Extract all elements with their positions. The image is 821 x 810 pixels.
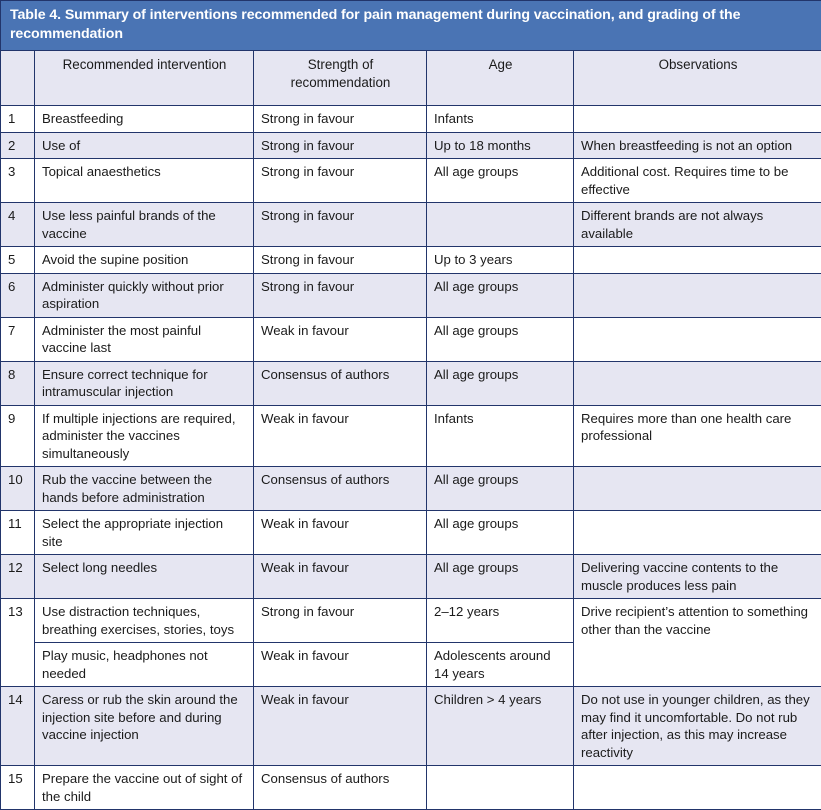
cell-strength: Consensus of authors: [254, 361, 427, 405]
cell-age: Up to 3 years: [427, 247, 574, 274]
row-number: 12: [1, 555, 35, 599]
cell-intervention: Avoid the supine position: [35, 247, 254, 274]
cell-age: All age groups: [427, 273, 574, 317]
cell-intervention: Play music, headphones not needed: [35, 643, 254, 687]
cell-intervention: Select the appropriate injection site: [35, 511, 254, 555]
cell-age: Children > 4 years: [427, 687, 574, 766]
cell-intervention: Use distraction techniques, breathing exercises, stories, toys: [35, 599, 254, 643]
table-row: [1, 687, 821, 766]
row-number: 8: [1, 361, 35, 405]
column-header-intervention: Recommended intervention: [35, 51, 254, 106]
cell-intervention: Topical anaesthetics: [35, 159, 254, 203]
cell-strength: Consensus of authors: [254, 467, 427, 511]
table-row: [1, 203, 821, 247]
cell-strength: Weak in favour: [254, 687, 427, 766]
table-row: [1, 467, 821, 511]
table-row: [1, 766, 821, 810]
table-row: [1, 159, 821, 203]
row-number: 6: [1, 273, 35, 317]
table-row: [1, 405, 821, 467]
cell-age: Infants: [427, 106, 574, 133]
table-header-row: [1, 51, 821, 106]
cell-intervention: Administer the most painful vaccine last: [35, 317, 254, 361]
row-number: 2: [1, 132, 35, 159]
cell-observations: Requires more than one health care professional: [574, 405, 821, 467]
cell-strength: Weak in favour: [254, 317, 427, 361]
cell-age: [427, 203, 574, 247]
cell-strength: Strong in favour: [254, 247, 427, 274]
row-number: 13: [1, 599, 35, 687]
column-header-strength: Strength of recommendation: [254, 51, 427, 106]
cell-observations: [574, 766, 821, 810]
cell-strength: Strong in favour: [254, 599, 427, 643]
cell-observations: [574, 467, 821, 511]
cell-observations: Drive recipient’s attention to something other than the vaccine: [574, 599, 821, 687]
cell-age: All age groups: [427, 467, 574, 511]
table-row: [1, 273, 821, 317]
cell-intervention: Breastfeeding: [35, 106, 254, 133]
cell-strength: Consensus of authors: [254, 766, 427, 810]
row-number: 15: [1, 766, 35, 810]
cell-intervention: Ensure correct technique for intramuscular injection: [35, 361, 254, 405]
cell-age: All age groups: [427, 555, 574, 599]
cell-observations: Delivering vaccine contents to the muscle produces less pain: [574, 555, 821, 599]
cell-age: All age groups: [427, 317, 574, 361]
row-number: 4: [1, 203, 35, 247]
cell-age: Infants: [427, 405, 574, 467]
cell-observations: [574, 247, 821, 274]
cell-age: All age groups: [427, 159, 574, 203]
cell-age: [427, 766, 574, 810]
cell-age: All age groups: [427, 361, 574, 405]
row-number: 1: [1, 106, 35, 133]
row-number: 7: [1, 317, 35, 361]
row-number: 9: [1, 405, 35, 467]
cell-intervention: Select long needles: [35, 555, 254, 599]
table-row: [1, 361, 821, 405]
cell-strength: Weak in favour: [254, 643, 427, 687]
cell-strength: Strong in favour: [254, 132, 427, 159]
cell-strength: Strong in favour: [254, 203, 427, 247]
cell-intervention: Use of: [35, 132, 254, 159]
cell-strength: Weak in favour: [254, 511, 427, 555]
cell-age: Up to 18 months: [427, 132, 574, 159]
table-row: [1, 511, 821, 555]
cell-observations: [574, 361, 821, 405]
cell-intervention: Use less painful brands of the vaccine: [35, 203, 254, 247]
table-row: [1, 317, 821, 361]
cell-observations: [574, 273, 821, 317]
table-row: [1, 247, 821, 274]
cell-intervention: Prepare the vaccine out of sight of the child: [35, 766, 254, 810]
cell-observations: Different brands are not always available: [574, 203, 821, 247]
cell-intervention: Rub the vaccine between the hands before administration: [35, 467, 254, 511]
table-title: Table 4. Summary of interventions recommended for pain management during vaccination, and grading of the recommendation: [1, 1, 821, 51]
cell-intervention: Administer quickly without prior aspiration: [35, 273, 254, 317]
table-row: [1, 599, 821, 643]
row-number: 3: [1, 159, 35, 203]
cell-intervention: Caress or rub the skin around the injection site before and during vaccine injection: [35, 687, 254, 766]
table-title-row: [1, 1, 821, 51]
cell-observations: [574, 106, 821, 133]
cell-strength: Strong in favour: [254, 273, 427, 317]
row-number: 14: [1, 687, 35, 766]
column-header-age: Age: [427, 51, 574, 106]
cell-strength: Weak in favour: [254, 405, 427, 467]
cell-observations: When breastfeeding is not an option: [574, 132, 821, 159]
column-header-observations: Observations: [574, 51, 821, 106]
column-header-number: [1, 51, 35, 106]
cell-age: Adolescents around 14 years: [427, 643, 574, 687]
cell-observations: Additional cost. Requires time to be effective: [574, 159, 821, 203]
cell-observations: [574, 317, 821, 361]
row-number: 10: [1, 467, 35, 511]
cell-observations: Do not use in younger children, as they may find it uncomfortable. Do not rub after injection, as this may increase reactivity: [574, 687, 821, 766]
cell-age: All age groups: [427, 511, 574, 555]
cell-strength: Strong in favour: [254, 159, 427, 203]
cell-age: 2–12 years: [427, 599, 574, 643]
cell-strength: Weak in favour: [254, 555, 427, 599]
cell-strength: Strong in favour: [254, 106, 427, 133]
cell-intervention: If multiple injections are required, administer the vaccines simultaneously: [35, 405, 254, 467]
cell-observations: [574, 511, 821, 555]
row-number: 11: [1, 511, 35, 555]
table-row: [1, 132, 821, 159]
table-row: [1, 106, 821, 133]
row-number: 5: [1, 247, 35, 274]
table-row: [1, 555, 821, 599]
